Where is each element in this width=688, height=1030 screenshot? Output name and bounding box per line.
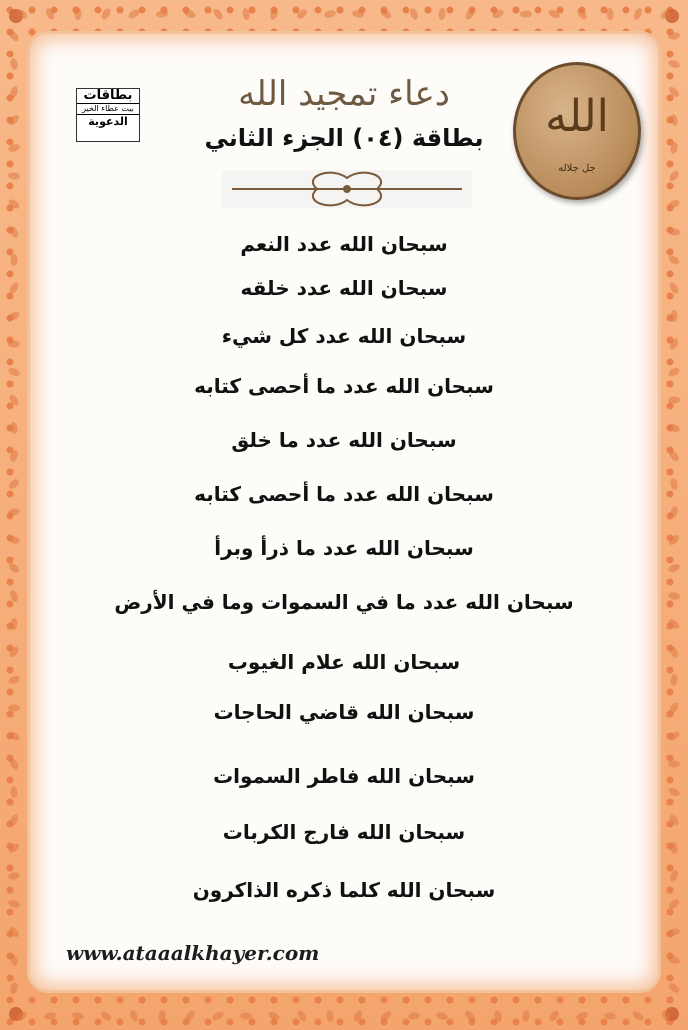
dhikr-line: سبحان الله عدد ما ذرأ وبرأ <box>214 536 474 560</box>
logo-line-2: بيت عطاء الخير <box>77 103 139 115</box>
dhikr-line: سبحان الله كلما ذكره الذاكرون <box>192 878 496 902</box>
ornamental-divider <box>222 166 472 212</box>
card-subtitle: بطاقة (٠٤) الجزء الثاني <box>204 124 484 152</box>
logo-line-3: الدعوية <box>88 115 128 128</box>
dhikr-line: سبحان الله عدد ما خلق <box>231 428 457 452</box>
logo-line-1: بطاقات <box>83 88 133 103</box>
dhikr-line: سبحان الله عدد كل شيء <box>221 324 467 348</box>
dhikr-line: سبحان الله فاطر السموات <box>213 764 475 788</box>
dhikr-line: سبحان الله قاضي الحاجات <box>213 700 475 724</box>
medallion-name: الله <box>545 91 609 142</box>
dhikr-line: سبحان الله عدد خلقه <box>240 276 448 300</box>
dhikr-line: سبحان الله عدد النعم <box>240 232 448 256</box>
medallion-caption: جل جلاله <box>558 163 596 174</box>
dhikr-line: سبحان الله عدد ما أحصى كتابه <box>194 374 494 398</box>
dhikr-line: سبحان الله فارج الكربات <box>222 820 466 844</box>
dhikr-line: سبحان الله عدد ما أحصى كتابه <box>194 482 494 506</box>
website-link[interactable]: www.ataaalkhayer.com <box>66 941 320 965</box>
dhikr-line: سبحان الله عدد ما في السموات وما في الأرض <box>114 590 574 614</box>
dhikr-line: سبحان الله علام الغيوب <box>227 650 461 674</box>
card-title: دعاء تمجيد الله <box>238 74 450 114</box>
